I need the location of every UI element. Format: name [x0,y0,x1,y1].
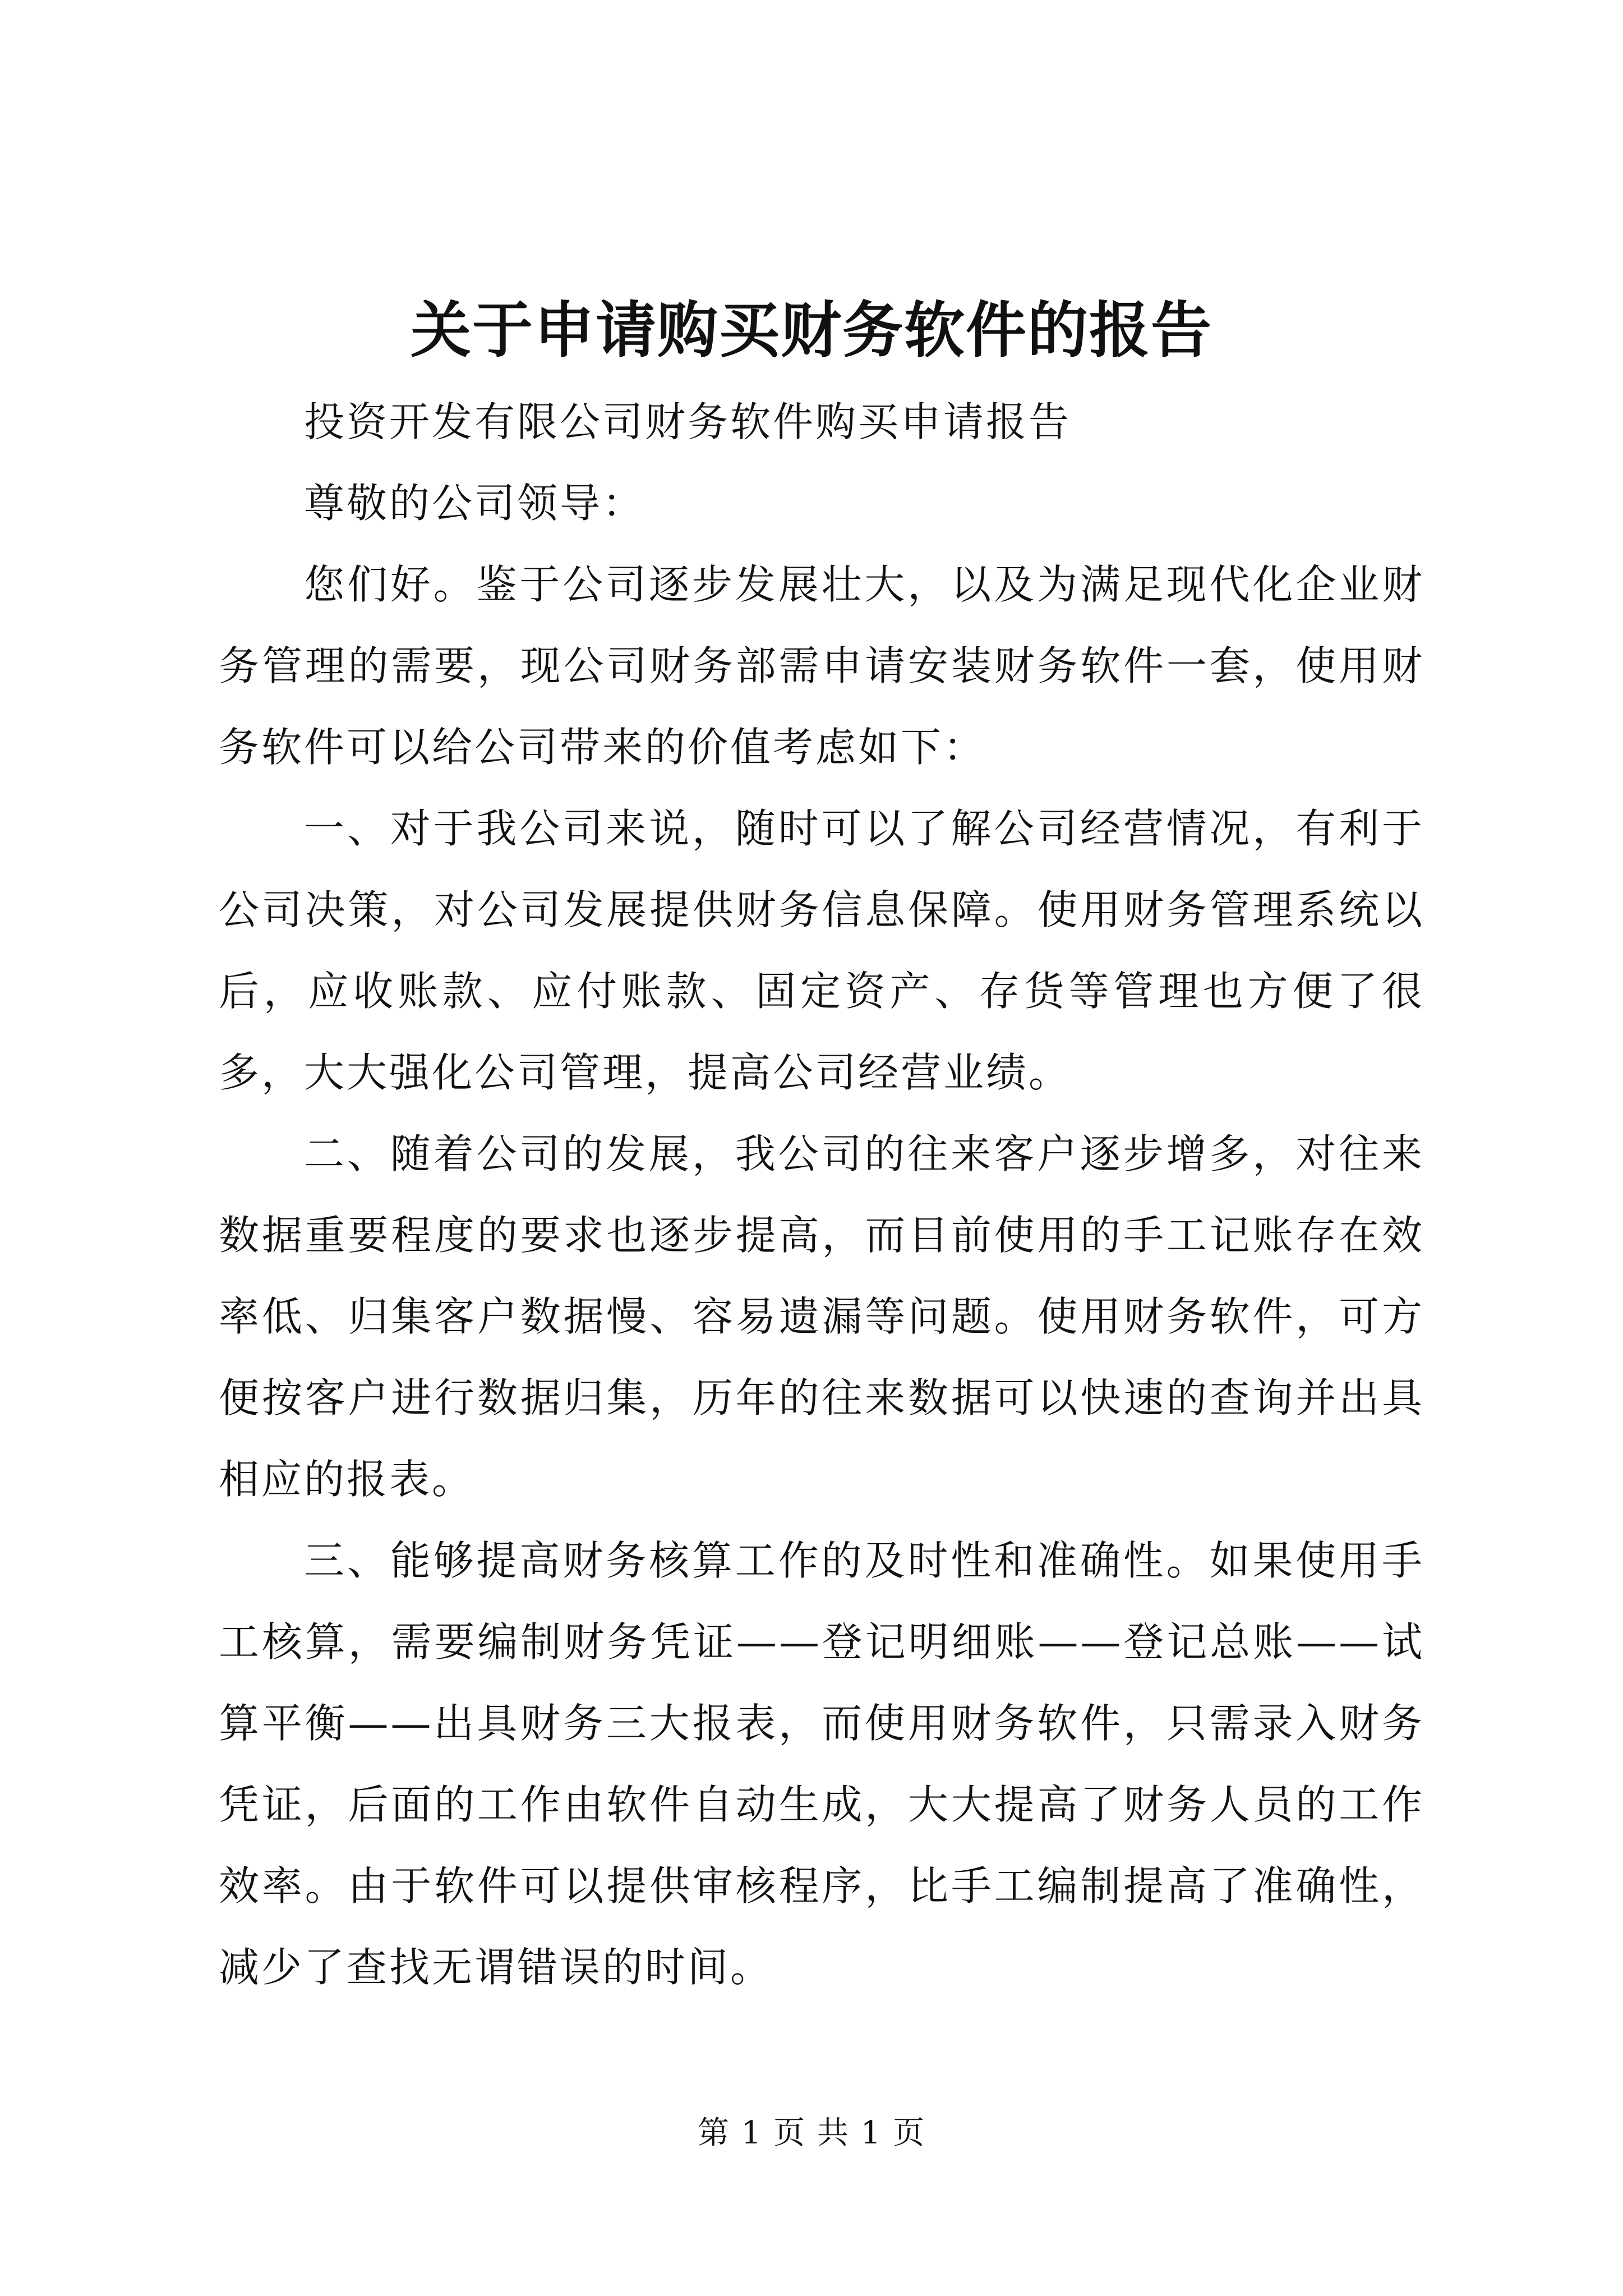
document-body [219,381,1424,2008]
paragraph-point-2: 二、随着公司的发展，我公司的往来客户逐步增多，对往来数据重要程度的要求也逐步提高，而目前使用的手工记账存在效率低、归集客户数据慢、容易遗漏等问题。使用财务软件，可方便按客户进行数据归集，历年的往来数据可以快速的查询并出具相应的报表。 [219,1130,1424,1503]
paragraph-intro: 您们好。鉴于公司逐步发展壮大，以及为满足现代化企业财务管理的需要，现公司财务部需申请安装财务软件一套，使用财务软件可以给公司带来的价值考虑如下： [219,561,1424,771]
page-footer: 第 1 页 共 1 页 [697,2115,926,2151]
paragraph-point-1: 一、对于我公司来说，随时可以了解公司经营情况，有利于公司决策，对公司发展提供财务信息保障。使用财务管理系统以后，应收账款、应付账款、固定资产、存货等管理也方便了很多，大大强化公司管理，提高公司经营业绩。 [219,805,1424,1096]
paragraph-heading-line: 投资开发有限公司财务软件购买申请报告 [304,398,1072,445]
paragraph-point-3: 三、能够提高财务核算工作的及时性和准确性。如果使用手工核算，需要编制财务凭证——登记明细账——登记总账——试算平衡——出具财务三大报表，而使用财务软件，只需录入财务凭证，后面的工作由软件自动生成，大大提高了财务人员的工作效率。由于软件可以提供审核程序，比手工编制提高了准确性，减少了查找无谓错误的时间。 [219,1537,1424,1991]
paragraph-salutation: 尊敬的公司领导： [304,480,645,527]
document-title: 关于申请购买财务软件的报告 [410,295,1212,366]
